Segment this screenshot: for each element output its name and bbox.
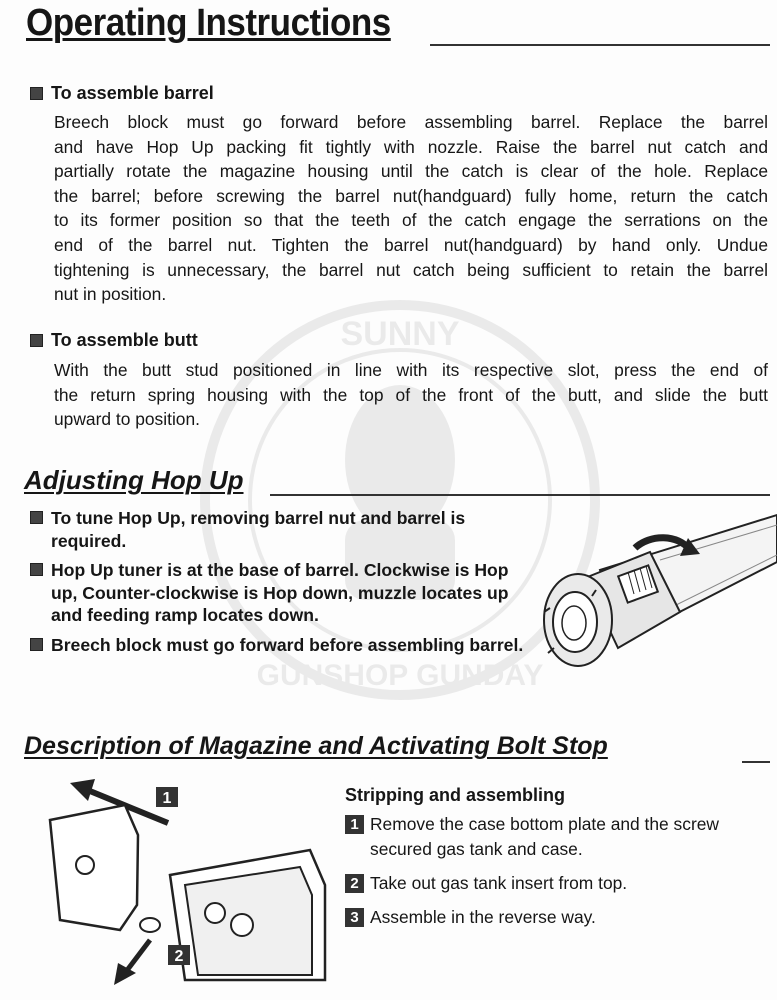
- butt-line: With the butt stud positioned in line with its respective slot, press the end of: [54, 360, 768, 380]
- stripping-steps: [345, 785, 770, 939]
- square-bullet-icon: [30, 511, 43, 524]
- square-bullet-icon: [30, 334, 43, 347]
- magazine-heading: Description of Magazine and Activating Bolt Stop: [24, 732, 608, 760]
- watermark-top-text: SUNNY: [340, 315, 460, 353]
- step-number: 3: [345, 908, 364, 927]
- barrel-line: end of the barrel nut. Tighten the barrel nut(handguard) by hand only. Undue: [54, 234, 768, 255]
- butt-line: the return spring housing with the top of the front of the butt, and slide the butt: [54, 384, 768, 405]
- butt-line: upward to position.: [54, 409, 200, 430]
- barrel-line: the barrel; before screwing the barrel nut(handguard) fully home, return the catch: [54, 185, 768, 206]
- figure-label: 2: [174, 948, 184, 965]
- square-bullet-icon: [30, 563, 43, 576]
- watermark-bottom-text: GUNSHOP GUNDAY: [256, 659, 544, 692]
- hopup-list: [30, 507, 530, 663]
- stripping-heading: Stripping and assembling: [345, 785, 566, 805]
- barrel-line: partially rotate the magazine housing until the catch is clear of the hole. Replace: [54, 161, 768, 182]
- list-item: Hop Up tuner is at the base of barrel. Clockwise is Hop up, Counter-clockwise is Hop down, muzzle locates up and feeding ramp locates down.: [30, 559, 530, 627]
- list-item: 1 Remove the case bottom plate and the screw secured gas tank and case.: [345, 812, 770, 862]
- step-number: 2: [345, 874, 364, 893]
- butt-heading: To assemble butt: [30, 330, 198, 351]
- barrel-line: Breech block must go forward before assembling barrel. Replace the barrel: [54, 112, 768, 132]
- list-item: Breech block must go forward before assembling barrel.: [30, 634, 530, 657]
- barrel-line: nut in position.: [54, 284, 167, 305]
- butt-paragraph: [54, 358, 768, 432]
- hopup-heading: Adjusting Hop Up: [24, 465, 244, 495]
- list-item: 2 Take out gas tank insert from top.: [345, 871, 770, 896]
- list-item: To tune Hop Up, removing barrel nut and barrel is required.: [30, 507, 530, 552]
- list-item: 3 Assemble in the reverse way.: [345, 905, 770, 930]
- hopup-rule: [270, 494, 770, 496]
- magazine-rule: [742, 761, 770, 763]
- page-title: Operating Instructions: [26, 2, 391, 44]
- barrel-line: to its former position so that the teeth of the catch engage the serrations on the: [54, 210, 768, 231]
- title-rule: [430, 44, 770, 46]
- figure-label: 1: [162, 790, 172, 807]
- magazine-illustration: [40, 775, 330, 985]
- barrel-paragraph: [54, 110, 768, 307]
- square-bullet-icon: [30, 638, 43, 651]
- square-bullet-icon: [30, 87, 43, 100]
- barrel-heading: To assemble barrel: [30, 83, 214, 104]
- hopup-barrel-illustration: [530, 500, 777, 690]
- barrel-line: tightening is unnecessary, the barrel nut catch being sufficient to retain the barrel: [54, 259, 768, 280]
- step-number: 1: [345, 815, 364, 834]
- barrel-line: and have Hop Up packing fit tightly with nozzle. Raise the barrel nut catch and: [54, 136, 768, 157]
